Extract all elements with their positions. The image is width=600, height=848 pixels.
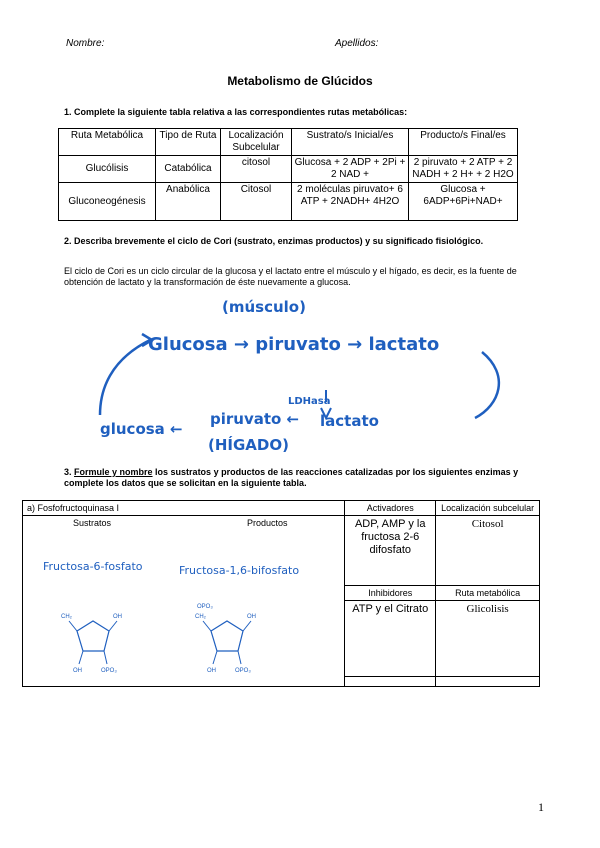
inhibidores-label: Inhibidores [345, 586, 436, 601]
localizacion-value: Citosol [436, 516, 540, 586]
hand-top-line: Glucosa → piruvato → lactato [148, 334, 440, 355]
svg-text:CH₂: CH₂ [61, 614, 72, 620]
svg-text:OPO₃: OPO₃ [235, 668, 251, 674]
enzyme-table [22, 500, 540, 687]
hand-higado: (HÍGADO) [208, 436, 289, 454]
q3-prompt [64, 467, 534, 489]
cell: Glucosa + 6ADP+6Pi+NAD+ [409, 183, 518, 221]
ruta-value: Glicolisis [436, 601, 540, 677]
empty-cell [436, 677, 540, 687]
col-localizacion: Localización Subcelular [221, 129, 292, 156]
cell: Anabólica [156, 183, 221, 221]
productos-label: Productos [247, 518, 288, 528]
svg-text:CH₂: CH₂ [195, 614, 206, 620]
sustratos-label: Sustratos [73, 518, 112, 528]
hand-ldhasa: LDHasa [288, 396, 331, 407]
activadores-value: ADP, AMP y la fructosa 2-6 difosfato [345, 516, 436, 586]
cell: citosol [221, 156, 292, 183]
table-row [59, 156, 518, 183]
q3-prompt-underlined: Formule y nombre [74, 467, 153, 477]
q3-number: 3. [64, 467, 72, 477]
enzyme-name: a) Fosfofructoquinasa I [23, 501, 345, 516]
q2-prompt: 2. Describa brevemente el ciclo de Cori (sustrato, enzimas productos) y su significado fisiológico. [64, 236, 484, 246]
cell: Citosol [221, 183, 292, 221]
col-tipo: Tipo de Ruta [156, 129, 221, 156]
svg-text:OPO₃: OPO₃ [197, 604, 213, 610]
q2-answer: El ciclo de Cori es un ciclo circular de la glucosa y el lactato entre el músculo y el hígado, es decir, es la fuente de obtención de lactato y la transformación de éste nuevamente a glucosa. [64, 266, 517, 287]
svg-text:OH: OH [73, 668, 82, 674]
inhibidores-value: ATP y el Citrato [345, 601, 436, 677]
svg-text:OH: OH [113, 614, 122, 620]
activadores-label: Activadores [345, 501, 436, 516]
hand-musculo: (músculo) [222, 298, 306, 316]
q1-prompt: 1. Complete la siguiente tabla relativa a las correspondientes rutas metabólicas: [64, 107, 408, 117]
hand-sustrato: Fructosa-6-fosfato [43, 560, 143, 573]
nombre-label: Nombre: [66, 38, 105, 49]
table-header-row [59, 129, 518, 156]
fructose-6-phosphate-structure-icon [59, 606, 139, 676]
hand-bottom-lactato: lactato [320, 412, 379, 430]
svg-text:OPO₃: OPO₃ [101, 668, 117, 674]
col-ruta: Ruta Metabólica [59, 129, 156, 156]
hand-bottom-piruvato: piruvato ← [210, 410, 300, 428]
localizacion-label: Localización subcelular [436, 501, 540, 516]
cell: Catabólica [156, 156, 221, 183]
cell: 2 piruvato + 2 ATP + 2 NADH + 2 H+ + 2 H2O [409, 156, 518, 183]
col-sustrato: Sustrato/s Inicial/es [292, 129, 409, 156]
page-number: 1 [538, 800, 544, 814]
svg-text:OH: OH [247, 614, 256, 620]
fructose-1-6-bisphosphate-structure-icon [193, 600, 273, 676]
structures-cell [23, 516, 345, 687]
ruta-label: Ruta metabólica [436, 586, 540, 601]
table-row [59, 183, 518, 221]
cell: Gluconeogénesis [59, 183, 156, 221]
svg-text:OH: OH [207, 668, 216, 674]
cell: 2 moléculas piruvato+ 6 ATP + 2NADH+ 4H2O [292, 183, 409, 221]
q3-prompt-rest: los sustratos y productos de las reacciones catalizadas por los siguientes enzimas y complete los datos que se solicitan en la siguiente tabla. [64, 467, 519, 488]
apellidos-label: Apellidos: [335, 38, 379, 49]
page-title: Metabolismo de Glúcidos [227, 74, 373, 88]
hand-bottom-glucosa: glucosa ← [100, 420, 183, 438]
cell: Glucosa + 2 ADP + 2Pi + 2 NAD + [292, 156, 409, 183]
cell: Glucólisis [59, 156, 156, 183]
hand-producto: Fructosa-1,6-bifosfato [179, 564, 300, 577]
metabolic-routes-table [58, 128, 518, 221]
col-producto: Producto/s Final/es [409, 129, 518, 156]
empty-cell [345, 677, 436, 687]
